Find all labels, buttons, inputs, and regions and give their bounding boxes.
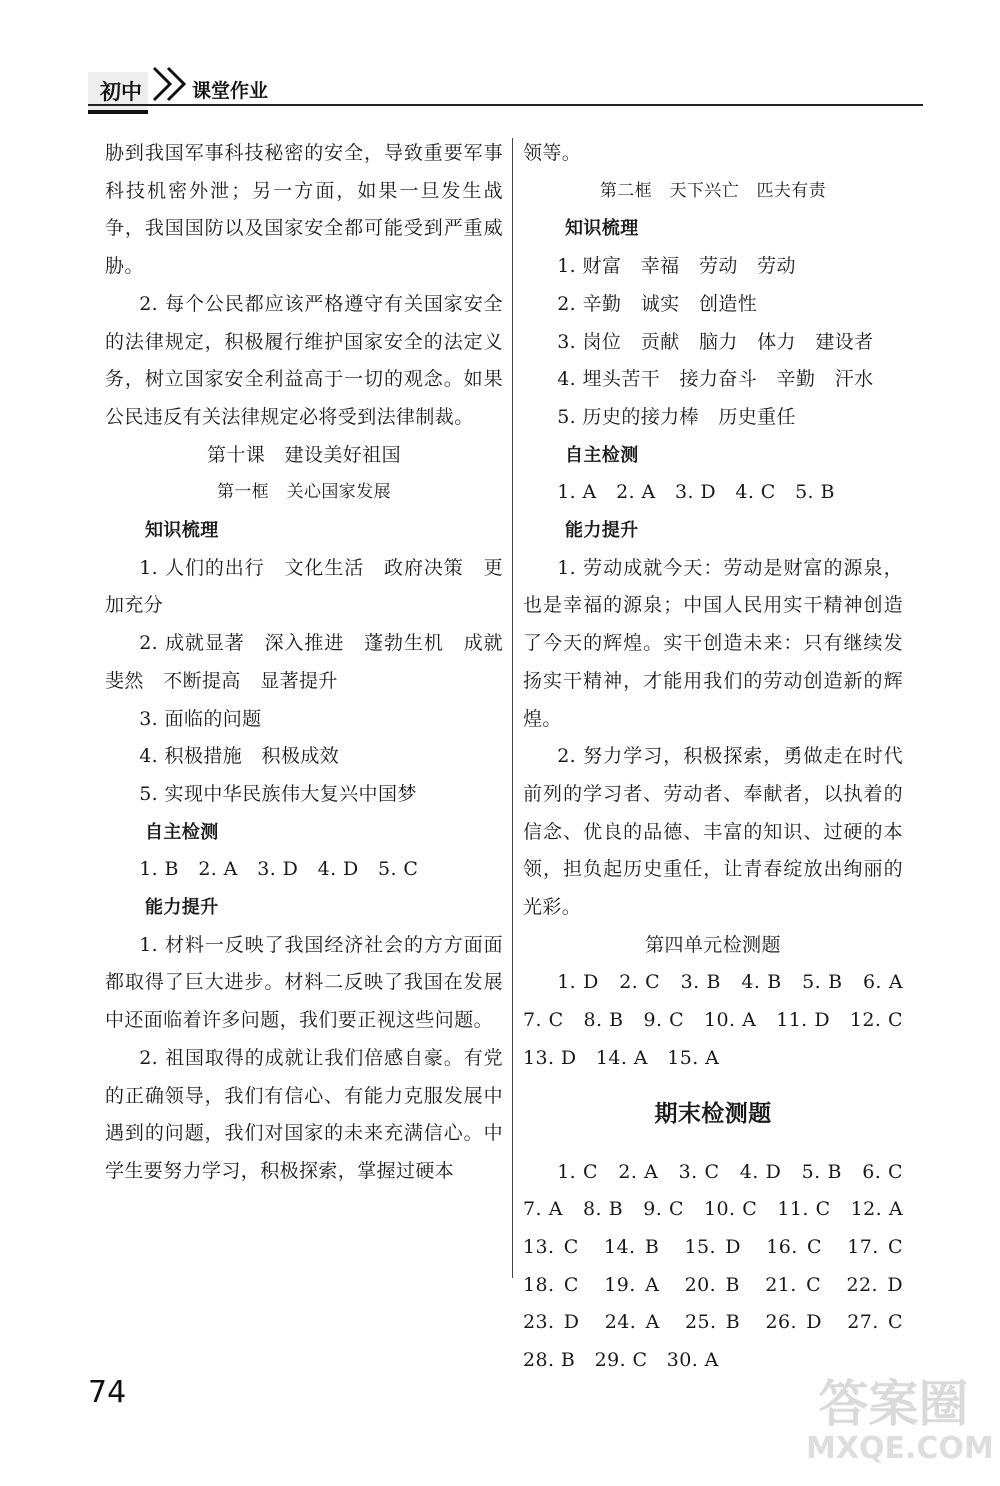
answer-line: 1. B 2. A 3. D 4. D 5. C — [139, 858, 419, 881]
answer-line: 1. D 2. C 3. B 4. B 5. B 6. A 7. C 8. B 9. C 10. A 11. D 12. C 13. D 14. A 15. A — [523, 971, 923, 1069]
paragraph: 2. 努力学习，积极探索，勇做走在时代前列的学习者、劳动者、奉献者，以执着的信念、优良的品德、丰富的知识、过硬的本领，担负起历史重任，让青春绽放出绚丽的光彩。 — [523, 745, 903, 919]
frame-title: 第一框 关心国家发展 — [217, 482, 391, 503]
watermark-logo — [806, 1375, 994, 1476]
answer-line: 1. A 2. A 3. D 4. C 5. B — [557, 481, 835, 504]
section-heading: 能力提升 — [565, 520, 639, 542]
paragraph: 领等。 — [523, 142, 582, 164]
frame-title: 第二框 天下兴亡 匹夫有责 — [599, 180, 827, 201]
section-heading: 能力提升 — [145, 897, 219, 919]
unit-test-title: 第四单元检测题 — [645, 933, 781, 956]
paragraph: 2. 每个公民都应该严格遵守有关国家安全的法律规定，积极履行维护国家安全的法定义务，树立国家安全利益高于一切的观念。如果公民违反有关法律规定必将受到法律制裁。 — [105, 292, 503, 428]
answer-line: 1. 财富 幸福 劳动 劳动 — [557, 255, 796, 278]
answer-line: 5. 历史的接力棒 历史重任 — [557, 405, 796, 428]
page-header — [88, 60, 923, 106]
answer-line: 2. 成就显著 深入推进 蓬勃生机 成就斐然 不断提高 显著提升 — [105, 632, 503, 692]
lesson-title: 第十课 建设美好祖国 — [206, 443, 401, 466]
header-tab: 初中 — [88, 72, 148, 114]
column-divider — [512, 138, 513, 1278]
paragraph: 1. 材料一反映了我国经济社会的方方面面都取得了巨大进步。材料二反映了我国在发展中还面临着许多问题，我们要正视这些问题。 — [105, 933, 503, 1032]
answer-line: 3. 面临的问题 — [139, 707, 262, 730]
answer-line: 1. C 2. A 3. C 4. D 5. B 6. C 7. A 8. B 9. C 10. C 11. C 12. A 13. C 14. B 15. D 16. C 17. C 18. C 19. A 20. B 21. C 22. D 23. D 24. A 25. B 26. D 27. C 28. B 29. C 30. A — [523, 1160, 923, 1372]
page-number: 74 — [88, 1375, 127, 1410]
answer-line: 4. 积极措施 积极成效 — [139, 745, 340, 768]
header-rule — [88, 104, 923, 106]
section-heading: 自主检测 — [565, 444, 639, 466]
right-column — [523, 135, 923, 1380]
paragraph: 2. 祖国取得的成就让我们倍感自豪。有党的正确领导，我们有信心、有能力克服发展中遇到的问题，我们对国家的未来充满信心。中学生要努力学习，积极探索，掌握过硬本 — [105, 1046, 503, 1182]
paragraph: 1. 劳动成就今天：劳动是财富的源泉，也是幸福的源泉；中国人民用实干精神创造了今天的辉煌。实干创造未来：只有继续发扬实干精神，才能用我们的劳动创造新的辉煌。 — [523, 556, 903, 730]
answer-line: 2. 辛勤 诚实 创造性 — [557, 292, 758, 315]
double-chevron-icon — [150, 64, 194, 104]
answer-line: 4. 埋头苦干 接力奋斗 辛勤 汗水 — [557, 368, 874, 391]
section-heading: 知识梳理 — [565, 218, 639, 240]
section-heading: 自主检测 — [145, 821, 219, 843]
watermark-top: 答案圈 — [818, 1375, 969, 1433]
answer-line: 1. 人们的出行 文化生活 政府决策 更加充分 — [105, 556, 503, 617]
answer-line: 3. 岗位 贡献 脑力 体力 建设者 — [557, 330, 874, 353]
left-column — [105, 135, 503, 1191]
section-heading: 知识梳理 — [145, 520, 219, 542]
answer-line: 5. 实现中华民族伟大复兴中国梦 — [139, 782, 417, 805]
paragraph: 胁到我国军事科技秘密的安全，导致重要军事科技机密外泄；另一方面，如果一旦发生战争，我国国防以及国家安全都可能受到严重威胁。 — [105, 142, 503, 278]
watermark-bottom: MXQE.COM — [806, 1431, 994, 1466]
header-title: 课堂作业 — [192, 80, 269, 102]
final-exam-title: 期末检测题 — [654, 1100, 772, 1127]
